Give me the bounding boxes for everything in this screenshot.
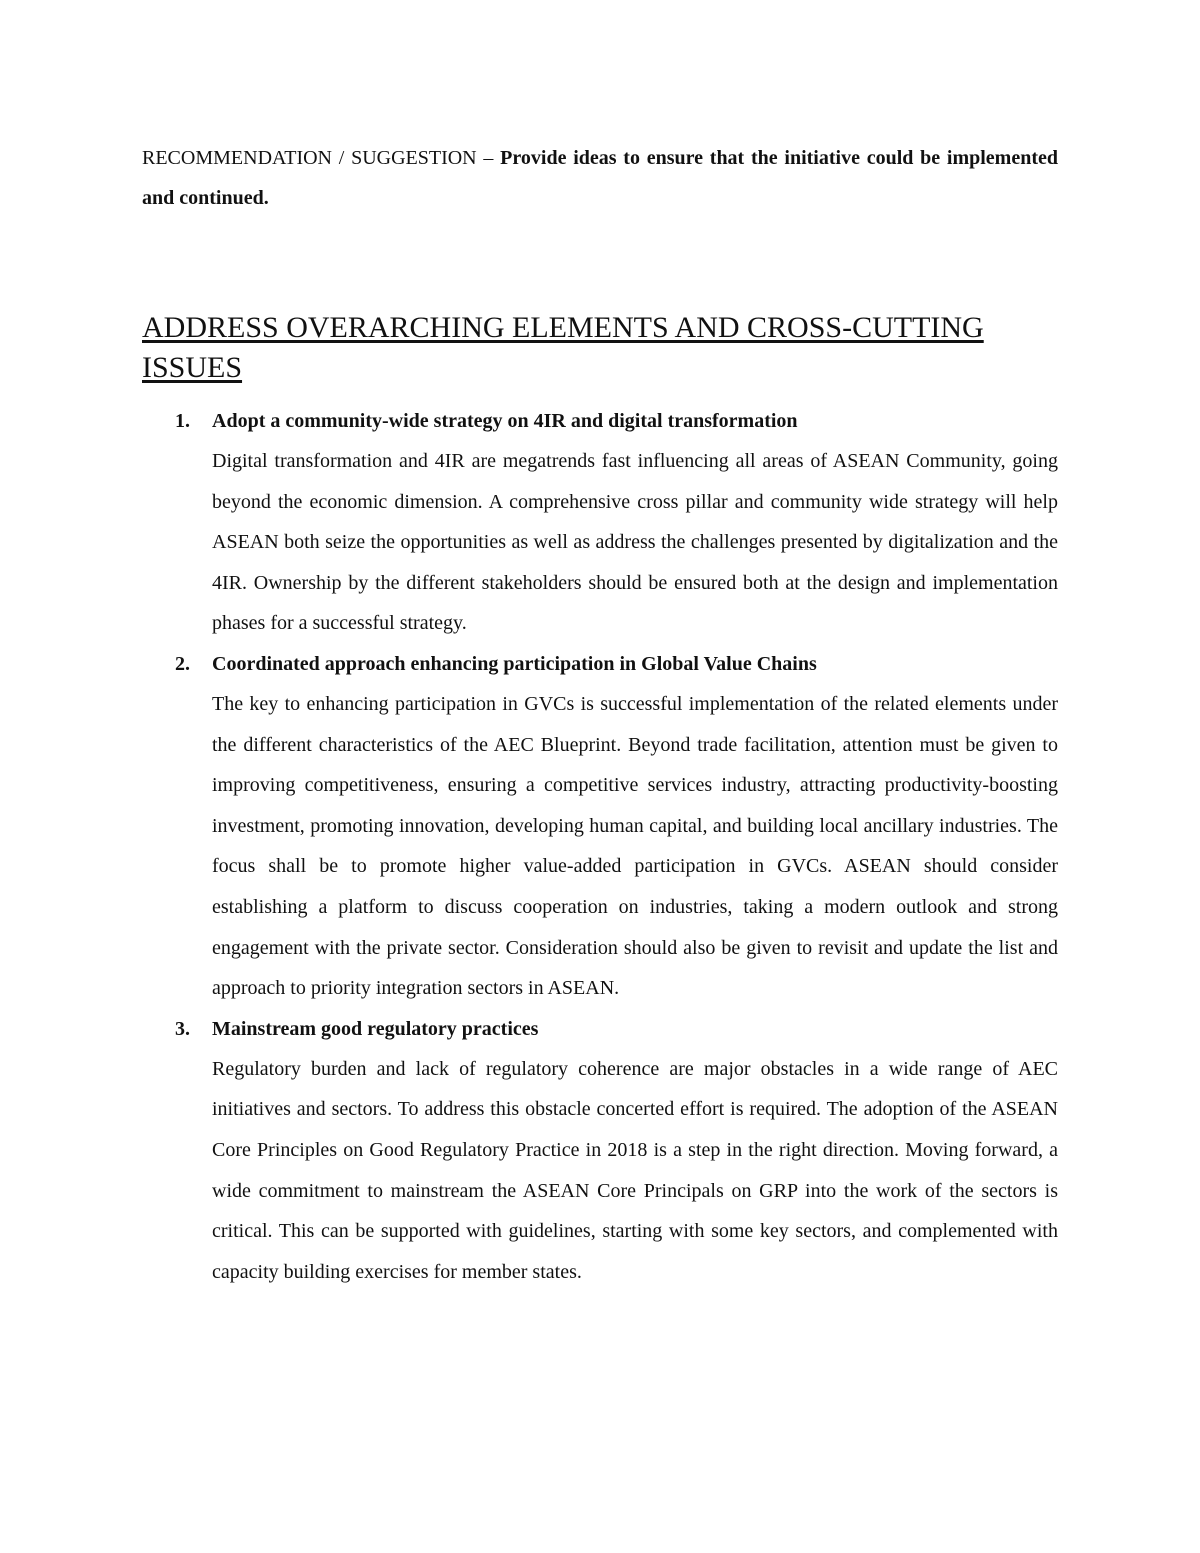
section-heading: ADDRESS OVERARCHING ELEMENTS AND CROSS-CUTTING ISSUES (142, 311, 984, 384)
item-title: Mainstream good regulatory practices (212, 1017, 539, 1040)
list-item-1 (142, 401, 1058, 644)
item-number: 1. (175, 410, 190, 432)
intro-paragraph (142, 138, 1058, 218)
item-body: Digital transformation and 4IR are megatrends fast influencing all areas of ASEAN Community, going beyond the economic dimension. A comprehensive cross pillar and community wide strategy will help ASEAN both seize the opportunities as well as address the challenges presented by digitalization and the 4IR. Ownership by the different stakeholders should be ensured both at the design and implementation phases for a successful strategy. (212, 450, 1058, 635)
item-body: Regulatory burden and lack of regulatory coherence are major obstacles in a wide range of AEC initiatives and sectors. To address this obstacle concerted effort is required. The adoption of the ASEAN Core Principles on Good Regulatory Practice in 2018 is a step in the right direction. Moving forward, a wide commitment to mainstream the ASEAN Core Principals on GRP into the work of the sectors is critical. This can be supported with guidelines, starting with some key sectors, and complemented with capacity building exercises for member states. (212, 1057, 1058, 1283)
intro-bold-text: Provide ideas to ensure that the initiative could be implemented and continued. (142, 147, 1058, 209)
item-title: Adopt a community-wide strategy on 4IR and digital transformation (212, 410, 798, 432)
item-number: 3. (175, 1017, 190, 1040)
item-number: 2. (175, 652, 190, 675)
recommendation-list (142, 401, 1058, 1292)
list-item-2 (142, 644, 1058, 1009)
item-body: The key to enhancing participation in GVCs is successful implementation of the related elements under the different characteristics of the AEC Blueprint. Beyond trade facilitation, attention must be given to improving competitiveness, ensuring a competitive services industry, attracting productivity-boosting investment, promoting innovation, developing human capital, and building local ancillary industries. The focus shall be to promote higher value-added participation in GVCs. ASEAN should consider establishing a platform to discuss cooperation on industries, taking a modern outlook and strong engagement with the private sector. Consideration should also be given to revisit and update the list and approach to priority integration sectors in ASEAN. (212, 692, 1058, 1000)
intro-caps-text: RECOMMENDATION / SUGGESTION – (142, 147, 501, 169)
item-title: Coordinated approach enhancing participation in Global Value Chains (212, 652, 817, 675)
document-content (142, 138, 1058, 1292)
list-item-3 (142, 1009, 1058, 1293)
